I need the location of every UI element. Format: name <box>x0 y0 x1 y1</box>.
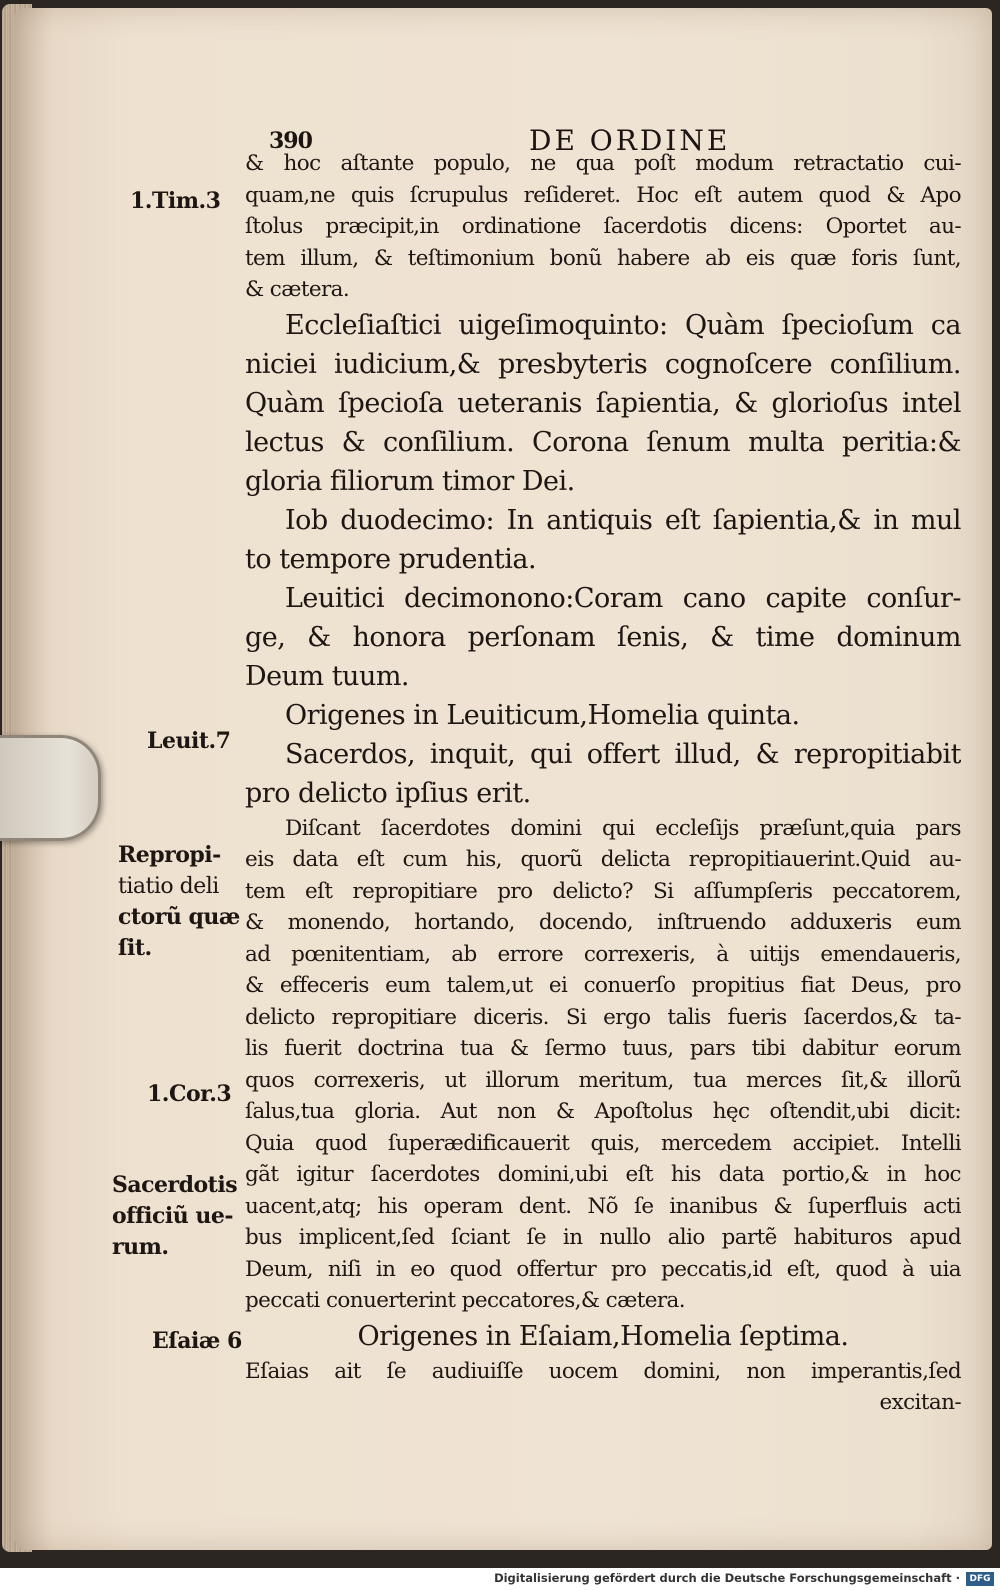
marginal-note-esaiae: Eſaiæ 6 <box>152 1328 242 1354</box>
dfg-logo: DFG <box>966 1572 994 1586</box>
text-line: pro delicto ipſius erit. <box>245 777 531 809</box>
marginal-line: ſit. <box>118 935 152 961</box>
catchword: excitan- <box>879 1390 961 1415</box>
text-line: & hoc aſtante populo, ne qua poſt modum retractatio cui- <box>245 151 961 176</box>
book-clasp <box>0 735 101 841</box>
marginal-line: tiatio deli <box>118 874 219 899</box>
text-line: to tempore prudentia. <box>245 543 537 575</box>
footer-bar <box>0 1568 1000 1590</box>
text-line: Sacerdos, inquit, qui offert illud, & repropitiabit <box>285 738 961 770</box>
marginal-note-tim: 1.Tim.3 <box>130 188 221 214</box>
text-line: delicto repropitiare diceris. Si ergo talis fueris ſacerdos,& ta- <box>245 1004 961 1030</box>
marginal-line: Repropi- <box>118 842 221 868</box>
section-heading: Origenes in Eſaiam,Homelia ſeptima. <box>357 1320 849 1352</box>
text-line: Iob duodecimo: In antiquis eſt ſapientia,& in mul <box>285 504 961 536</box>
text-line: & effeceris eum talem,ut ei conuerſo propitius fiat Deus, pro <box>245 973 961 998</box>
text-line: Deum, niſi in eo quod offertur pro peccatis,id eſt, quod à uia <box>245 1256 961 1282</box>
marginal-note-repropitiatio <box>118 840 240 964</box>
running-title: DE ORDINE <box>529 124 731 157</box>
page-number: 390 <box>269 128 312 154</box>
text-line: niciei iudicium,& presbyteris cognoſcere conſilium. <box>245 348 961 380</box>
marginal-line: officiũ ue- <box>112 1203 233 1229</box>
text-line: tem illum, & teſtimonium bonũ habere ab eis quæ foris ſunt, <box>245 245 961 271</box>
text-line: ge, & honora perſonam ſenis, & time dominum <box>245 621 961 653</box>
text-line: bus implicent,ſed ſciant ſe in nullo alio partẽ habituros apud <box>245 1225 961 1250</box>
text-line: eis data eſt cum his, quorũ delicta repropitiauerint.Quid au- <box>245 847 961 872</box>
text-line: & cætera. <box>245 277 350 302</box>
text-line: quos correxeris, ut illorum meritum, tua merces ſit,& illorũ <box>245 1067 961 1093</box>
text-line: Origenes in Leuiticum,Homelia quinta. <box>285 699 800 731</box>
text-line: ad pœnitentiam, ab errore correxeris, à uitijs emendaueris, <box>245 941 961 967</box>
text-line: Eccleſiaſtici uigeſimoquinto: Quàm ſpecioſum ca <box>285 309 961 341</box>
text-line: & monendo, hortando, docendo, inſtruendo adduxeris eum <box>245 910 961 935</box>
text-line: ſtolus præcipit,in ordinatione ſacerdotis dicens: Oportet au- <box>245 214 961 239</box>
text-line: Eſaias ait ſe audiuiſſe uocem domini, non imperantis,ſed <box>245 1358 961 1384</box>
text-line: gãt igitur ſacerdotes domini,ubi eſt his data portio,& in hoc <box>245 1162 961 1187</box>
text-line: ſalus,tua gloria. Aut non & Apoſtolus hęc oſtendit,ubi dicit: <box>245 1099 961 1124</box>
marginal-note-sacerdotis <box>112 1170 237 1263</box>
text-line: tem eſt repropitiare pro delicto? Si aſſumpſeris peccatorem, <box>245 878 961 904</box>
text-line: Quia quod ſuperædificauerit quis, mercedem accipiet. Intelli <box>245 1130 961 1156</box>
text-line: quam,ne quis ſcrupulus reſideret. Hoc eſt autem quod & Apo <box>245 182 961 208</box>
text-line: Diſcant ſacerdotes domini qui eccleſijs præſunt,quia pars <box>285 815 961 841</box>
text-line: lectus & conſilium. Corona ſenum multa peritia:& <box>245 426 961 458</box>
text-line: uacent,atq; his operam dent. Nõ ſe inanibus & ſuperfluis acti <box>245 1193 961 1219</box>
main-text <box>245 148 961 1419</box>
marginal-note-cor: 1.Cor.3 <box>147 1081 232 1107</box>
marginal-line: rum. <box>112 1234 169 1260</box>
text-line: lis fuerit doctrina tua & ſermo tuus, pars tibi dabitur eorum <box>245 1036 961 1061</box>
text-line: Leuitici decimonono:Coram cano capite conſur- <box>285 582 961 614</box>
text-line: peccati conuerterint peccatores,& cætera. <box>245 1288 686 1313</box>
marginal-note-leuit: Leuit.7 <box>147 728 231 754</box>
text-line: gloria filiorum timor Dei. <box>245 465 575 497</box>
marginal-line: ctorũ quæ <box>118 904 240 930</box>
text-line: Deum tuum. <box>245 660 410 692</box>
text-line: Quàm ſpecioſa ueteranis ſapientia, & glorioſus intel <box>245 387 961 419</box>
marginal-line: Sacerdotis <box>112 1172 238 1198</box>
digitization-credit: Digitalisierung gefördert durch die Deutsche Forschungsgemeinschaft · <box>494 1571 960 1585</box>
